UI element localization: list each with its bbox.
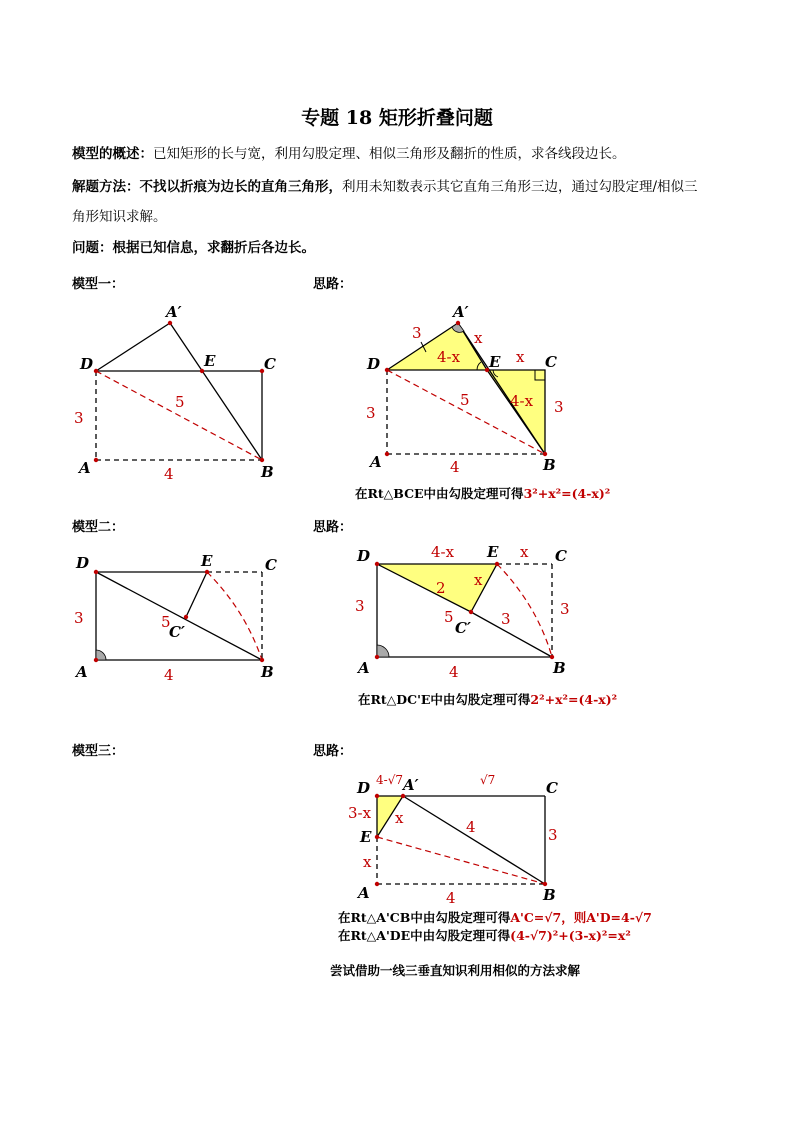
model1-idea-len-bc: 3: [554, 398, 564, 416]
model1-idea-label-c: C: [545, 353, 557, 371]
model1-len-bd: 5: [175, 393, 185, 411]
model3-idea-label-e: E: [360, 828, 372, 846]
model1-idea-figure: [366, 303, 564, 476]
model2-idea-figure: [355, 543, 570, 681]
model1-label-c: C: [264, 355, 276, 373]
model3-idea-len-a1c: √7: [480, 773, 496, 787]
model1-idea-point-a: [385, 452, 389, 456]
model2-idea-angle-a: [377, 645, 389, 657]
model2-idea-len-ab: 4: [449, 663, 459, 681]
model3-idea-point-a: [375, 882, 379, 886]
model1-idea-len-eb: 4-x: [510, 392, 534, 410]
model2-idea-point-c1: [469, 610, 473, 614]
model1-idea-len-ab: 4: [450, 458, 460, 476]
model2-len-ab: 4: [164, 666, 174, 684]
model2-idea-len-5: 5: [444, 608, 454, 626]
model1-db-dashed: [96, 371, 262, 460]
model1-caption-formula: 3²+x²=(4-x)²: [523, 486, 611, 501]
model1-point-b: [260, 458, 264, 462]
model1-idea-len-ec: x: [516, 348, 525, 366]
model1-idea-len-da1: 3: [412, 324, 422, 342]
model2-idea-point-d: [375, 562, 379, 566]
model2-idea-len-2: 2: [436, 579, 446, 597]
method-bold-text: 不找以折痕为边长的直角三角形，: [139, 179, 342, 195]
model2-idea-label-c: C: [555, 547, 567, 565]
model1-idea-len-ad: 3: [366, 404, 376, 422]
model2-len-ad: 3: [74, 609, 84, 627]
model2-label: 模型二：: [72, 520, 125, 535]
model3-idea-label-c: C: [546, 779, 558, 797]
method-label: 解题方法：: [72, 179, 140, 195]
model1-caption-prefix: 在Rt△BCE中由勾股定理可得: [355, 486, 524, 501]
model3-idea-point-a1: [401, 794, 405, 798]
model1-label-a: A: [79, 459, 91, 477]
model3-idea-len-ea: x: [363, 853, 372, 871]
problem-statement: 问题：根据已知信息，求翻折后各边长。: [72, 240, 315, 256]
model2-idea-len-bc: 3: [560, 600, 570, 618]
model1-idea-label-e: E: [489, 353, 501, 371]
model2-idea-len-c1b: 3: [501, 610, 511, 628]
model1-point-a: [94, 458, 98, 462]
model2-db: [96, 572, 262, 660]
model3-label: 模型三：: [72, 744, 125, 759]
model2-idea-len-de: 4-x: [431, 543, 455, 561]
model3-idea-point-d: [375, 794, 379, 798]
model2-idea-label-b: B: [553, 659, 566, 677]
model1-idea-label-a: A: [370, 453, 382, 471]
model2-eb-dashed: [207, 572, 262, 660]
model1-point-a1: [168, 321, 172, 325]
model1-point-d: [94, 369, 98, 373]
model1-len-ab: 4: [164, 465, 174, 483]
model2-figure: [74, 552, 277, 684]
model2-point-c1: [184, 615, 188, 619]
model3-idea-len-de: 3-x: [348, 804, 372, 822]
model2-caption-formula: 2²+x²=(4-x)²: [530, 692, 618, 707]
model2-idea-point-a: [375, 655, 379, 659]
model2-idea-label-a: A: [358, 659, 370, 677]
model3-caption2-formula: (4-√7)²+(3-x)²=x²: [510, 928, 631, 943]
model2-point-e: [205, 570, 209, 574]
model1-idea-label: 思路：: [313, 277, 353, 292]
model1-label-a1: A′: [166, 303, 182, 321]
model3-idea-eb-dashed: [377, 837, 545, 884]
model3-idea-len-ea1: x: [395, 809, 404, 827]
model2-len-dc1: 5: [161, 613, 171, 631]
model2-idea-label-e: E: [487, 543, 499, 561]
method-text: 利用未知数表示其它直角三角形三边，通过勾股定理/相似三: [342, 179, 698, 195]
model1-a1b: [170, 323, 262, 460]
overview-text: 已知矩形的长与宽，利用勾股定理、相似三角形及翻折的性质，求各线段边长。: [153, 146, 626, 162]
model3-idea-label-d: D: [357, 779, 371, 797]
model1-label-b: B: [261, 463, 274, 481]
model2-label-c: C: [265, 556, 277, 574]
page-title: 专题 18 矩形折叠问题: [301, 107, 493, 129]
model3-idea-label-a: A: [358, 884, 370, 902]
model1-idea-len-de: 4-x: [437, 348, 461, 366]
model3-idea-len-da1: 4-√7: [376, 773, 403, 787]
model3-caption2-prefix: 在Rt△A'DE中由勾股定理可得: [338, 928, 511, 943]
model2-idea-label-d: D: [357, 547, 371, 565]
model2-idea-point-e: [495, 562, 499, 566]
model3-idea-point-e: [375, 835, 379, 839]
model2-idea-len-ec: x: [520, 543, 529, 561]
model2-point-a: [94, 658, 98, 662]
model1-label-d: D: [80, 355, 94, 373]
model2-label-c1: C′: [169, 623, 185, 641]
model1-idea-len-a1e: x: [474, 329, 483, 347]
model2-point-d: [94, 570, 98, 574]
model3-idea-label-b: B: [543, 886, 556, 904]
model3-caption1-formula: A'C=√7，则A'D=4-√7: [510, 910, 652, 925]
overview-label: 模型的概述：: [72, 146, 153, 162]
model1-figure: [74, 303, 276, 483]
model3-idea-len-a1b: 4: [466, 818, 476, 836]
model1-label: 模型一：: [72, 277, 125, 292]
model1-da1: [96, 323, 170, 371]
model2-caption-prefix: 在Rt△DC'E中由勾股定理可得: [358, 692, 531, 707]
model3-idea-label: 思路：: [313, 744, 353, 759]
model2-label-e: E: [201, 552, 213, 570]
model1-len-ad: 3: [74, 409, 84, 427]
model1-idea-point-a1: [456, 321, 460, 325]
model2-ec1: [186, 572, 207, 617]
model2-idea-len-ad: 3: [355, 597, 365, 615]
model3-idea-len-bc: 3: [548, 826, 558, 844]
method-text-2: 角形知识求解。: [72, 209, 167, 225]
model3-hint: 尝试借助一线三垂直知识利用相似的方法求解: [330, 963, 581, 978]
model1-idea-point-d: [385, 368, 389, 372]
model2-label-d: D: [76, 554, 90, 572]
model2-idea-c1b: [471, 612, 552, 657]
model3-idea-figure: [348, 773, 558, 907]
model2-label-b: B: [261, 663, 274, 681]
model1-idea-label-a1: A′: [453, 303, 469, 321]
model2-idea-len-ec1: x: [474, 571, 483, 589]
model3-caption1-prefix: 在Rt△A'CB中由勾股定理可得: [338, 910, 511, 925]
model2-label-a: A: [76, 663, 88, 681]
model3-idea-len-ab: 4: [446, 889, 456, 907]
model2-idea-label: 思路：: [313, 520, 353, 535]
model1-idea-label-d: D: [367, 355, 381, 373]
model1-idea-label-b: B: [543, 456, 556, 474]
model3-idea-a1b: [403, 796, 545, 884]
model2-idea-label-c1: C′: [455, 619, 471, 637]
model1-label-e: E: [204, 352, 216, 370]
model3-idea-label-a1: A′: [403, 776, 419, 794]
model2-point-b: [260, 658, 264, 662]
model1-idea-len-bd: 5: [460, 391, 470, 409]
